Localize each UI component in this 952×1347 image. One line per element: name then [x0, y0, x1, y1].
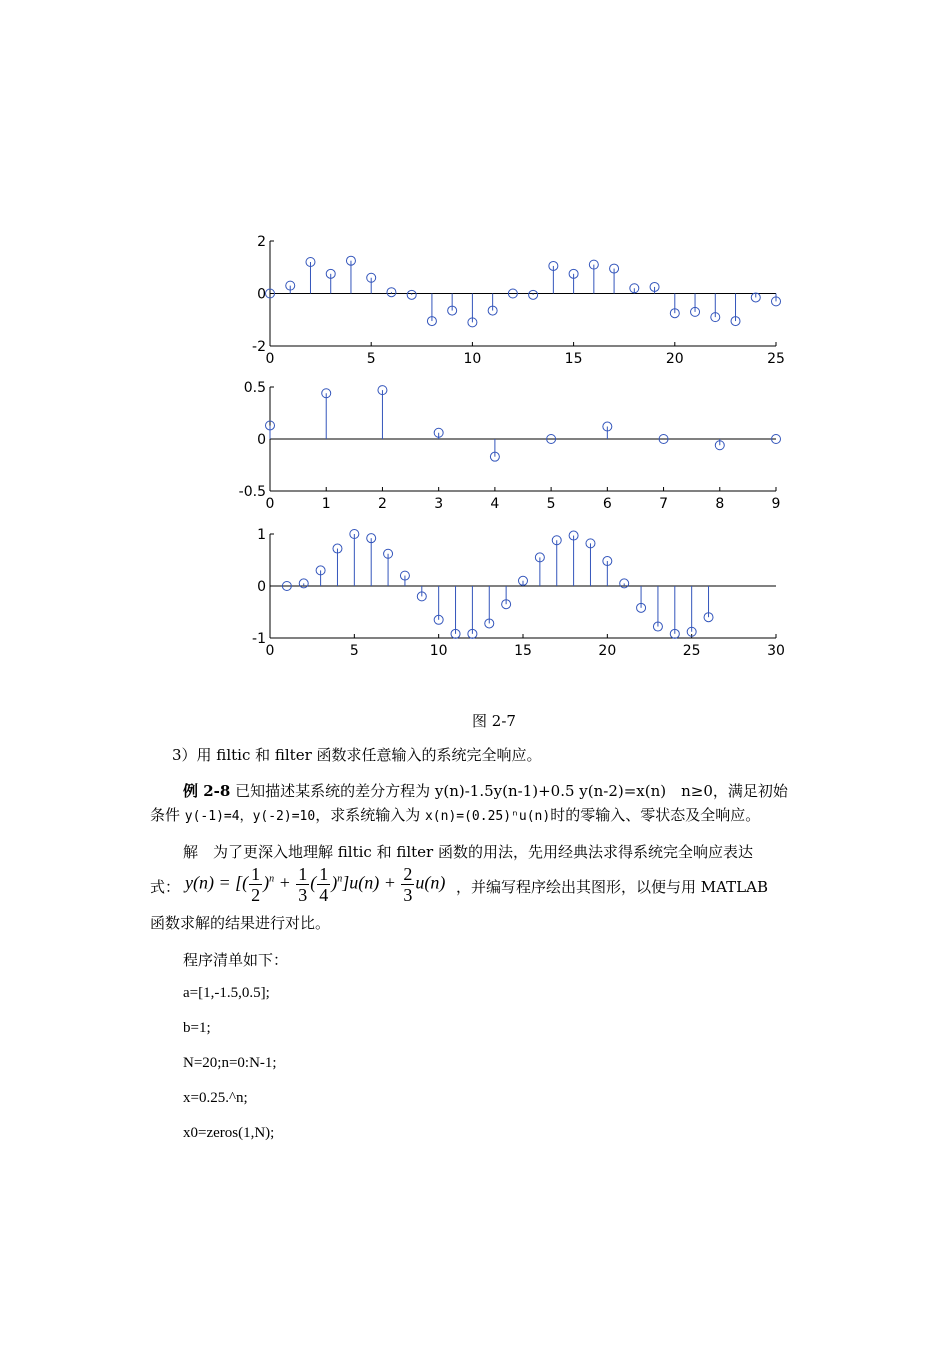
solution-line-3: 函数求解的结果进行对比。 [150, 914, 331, 932]
example-text-2c: 时的零输入、零状态及全响应。 [550, 806, 761, 824]
x-tick-label: 10 [463, 351, 482, 367]
y-tick-label: -1 [252, 631, 266, 647]
x-tick-label: 1 [321, 496, 331, 512]
x-tick-label: 2 [377, 496, 387, 512]
example-line-2 [150, 805, 806, 827]
program-intro: 程序清单如下： [183, 951, 289, 969]
x-tick-label: 7 [659, 496, 669, 512]
x-tick-label: 25 [767, 351, 785, 367]
solution-line-1: 解 为了更深入地理解 filtic 和 filter 函数的用法，先用经典法求得系统完全响应表达 [183, 843, 753, 861]
y-tick-label: 2 [257, 234, 266, 250]
example-text-1: 已知描述某系统的差分方程为 y(n)-1.5y(n-1)+0.5 y(n-2)=x(n) n≥0，满足初始 [235, 782, 788, 800]
response-formula: y(n) = [( $\frac{1}{2}$ )$^n$ + $\frac{1}{3}$ ( $\frac{1}{4}$ )$^n$]u(n) + $\frac{2}{3}$ u(n) [185, 864, 446, 905]
x-tick-label: 5 [366, 351, 376, 367]
x-tick-label: 5 [349, 643, 359, 659]
x-tick-label: 15 [564, 351, 583, 367]
x-tick-label: 25 [682, 643, 701, 659]
code-line: x0=zeros(1,N); [183, 1125, 275, 1141]
x-tick-label: 5 [546, 496, 556, 512]
x-tick-label: 20 [665, 351, 684, 367]
input-signal: x(n)=(0.25)ⁿu(n) [424, 809, 551, 824]
y-tick-label: -0.5 [238, 484, 266, 500]
y-tick-label: 0 [257, 579, 266, 595]
formula-suffix: ，并编写程序绘出其图形，以便与用 MATLAB [456, 878, 768, 896]
code-line: b=1; [183, 1020, 211, 1036]
x-tick-label: 15 [514, 643, 532, 659]
example-line-1 [183, 781, 839, 801]
code-line: x=0.25.^n; [183, 1090, 248, 1106]
x-tick-label: 6 [602, 496, 612, 512]
y-tick-label: 0 [257, 432, 266, 448]
y-tick-label: 1 [257, 527, 266, 543]
x-tick-label: 0 [265, 496, 275, 512]
code-line: a=[1,-1.5,0.5]; [183, 985, 270, 1001]
x-tick-label: 10 [429, 643, 448, 659]
x-tick-label: 20 [598, 643, 617, 659]
x-tick-label: 8 [715, 496, 725, 512]
y-tick-label: 0.5 [243, 380, 266, 396]
formula-prefix: 式： [150, 878, 181, 896]
x-tick-label: 9 [771, 496, 781, 512]
x-tick-label: 4 [490, 496, 500, 512]
example-text-2a: 条件 [150, 806, 185, 824]
y-tick-label: -2 [252, 339, 266, 355]
x-tick-label: 0 [265, 643, 275, 659]
x-tick-label: 3 [434, 496, 444, 512]
x-tick-label: 0 [265, 351, 275, 367]
y-tick-label: 0 [257, 286, 266, 303]
item-3-text: 3）用 filtic 和 filter 函数求任意输入的系统完全响应。 [172, 746, 542, 764]
example-label: 例 2-8 [183, 782, 231, 800]
x-tick-label: 30 [767, 643, 785, 659]
figure-caption: 图 2-7 [472, 712, 516, 730]
initial-conditions: y(-1)=4，y(-2)=10 [184, 809, 316, 824]
code-line: N=20;n=0:N-1; [183, 1055, 277, 1071]
example-text-2b: ，求系统输入为 [315, 806, 425, 824]
